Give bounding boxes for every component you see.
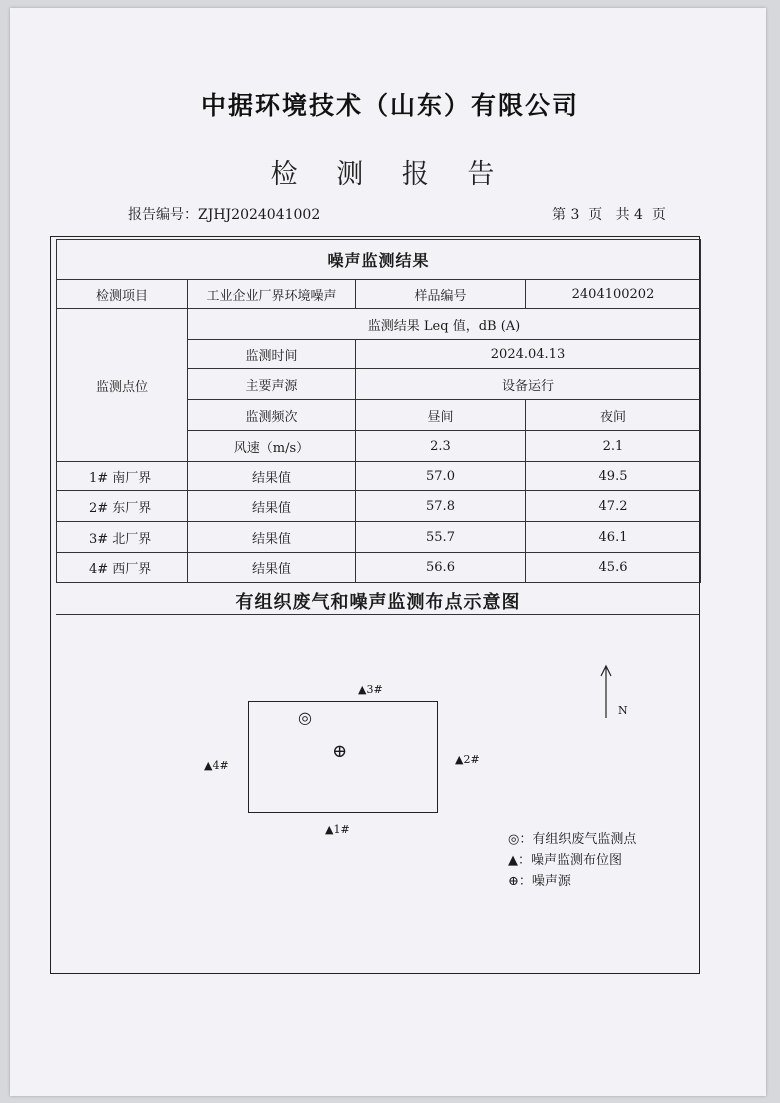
wind-speed-label: 风速（m/s） — [188, 431, 356, 462]
test-item-label: 检测项目 — [57, 280, 188, 309]
legend-noise-point: ▲：噪声监测布位图 — [508, 853, 622, 868]
nighttime-header: 夜间 — [526, 400, 701, 431]
frequency-label: 监测频次 — [188, 400, 356, 431]
diagram-title: 有组织废气和噪声监测布点示意图 — [235, 592, 521, 613]
report-title: 检 测 报 告 — [270, 159, 510, 190]
legend-gas-point: ◎：有组织废气监测点 — [508, 832, 637, 847]
table-row — [57, 522, 701, 553]
noise-point-label: 4# — [212, 759, 229, 772]
report-number-value: ZJHJ2024041002 — [198, 207, 321, 223]
north-label: N — [618, 704, 628, 717]
wind-speed-day: 2.3 — [356, 431, 526, 462]
triangle-marker-icon: ▲ — [325, 823, 334, 836]
sample-number-value: 2404100202 — [526, 280, 701, 309]
point-name: 2# 东厂界 — [57, 491, 188, 522]
point-name: 4# 西厂界 — [57, 553, 188, 583]
night-value: 49.5 — [526, 462, 701, 491]
table-row — [57, 462, 701, 491]
night-value: 47.2 — [526, 491, 701, 522]
gas-monitoring-point-icon: ◎ — [298, 708, 312, 727]
triangle-marker-icon: ▲ — [204, 759, 213, 772]
report-number-label: 报告编号： — [128, 207, 198, 223]
result-type: 结果值 — [188, 553, 356, 583]
test-item-value: 工业企业厂界环境噪声 — [188, 280, 356, 309]
diagram-divider — [56, 614, 700, 615]
wind-speed-night: 2.1 — [526, 431, 701, 462]
legend-noise-source: ⊕：噪声源 — [508, 874, 571, 889]
night-value: 45.6 — [526, 553, 701, 583]
table-row — [57, 491, 701, 522]
triangle-marker-icon: ▲ — [358, 683, 367, 696]
page-info: 第 3 页 共 4 页 — [552, 207, 666, 223]
monitoring-points-label: 监测点位 — [57, 309, 188, 462]
day-value: 57.0 — [356, 462, 526, 491]
point-name: 1# 南厂界 — [57, 462, 188, 491]
noise-point-label: 1# — [333, 823, 350, 836]
section-title: 噪声监测结果 — [57, 240, 701, 280]
day-value: 57.8 — [356, 491, 526, 522]
north-arrow-icon — [598, 664, 614, 720]
noise-results-table — [56, 239, 701, 583]
sample-number-label: 样品编号 — [356, 280, 526, 309]
noise-point-label: 2# — [463, 753, 480, 766]
main-source-value: 设备运行 — [356, 369, 701, 400]
company-name: 中据环境技术（山东）有限公司 — [200, 91, 579, 120]
noise-point-4 — [204, 759, 229, 772]
noise-point-3 — [358, 683, 383, 696]
report-number — [128, 204, 320, 224]
triangle-marker-icon: ▲ — [455, 753, 464, 766]
result-type: 结果值 — [188, 491, 356, 522]
result-type: 结果值 — [188, 522, 356, 553]
result-caption: 监测结果 Leq 值，dB (A) — [188, 309, 701, 340]
table-row — [57, 553, 701, 583]
monitoring-time-label: 监测时间 — [188, 340, 356, 369]
point-name: 3# 北厂界 — [57, 522, 188, 553]
noise-point-label: 3# — [366, 683, 383, 696]
result-type: 结果值 — [188, 462, 356, 491]
noise-point-2 — [455, 753, 480, 766]
day-value: 56.6 — [356, 553, 526, 583]
noise-point-1 — [325, 823, 350, 836]
night-value: 46.1 — [526, 522, 701, 553]
noise-source-icon: ⊕ — [332, 741, 348, 762]
monitoring-time-value: 2024.04.13 — [356, 340, 701, 369]
main-source-label: 主要声源 — [188, 369, 356, 400]
daytime-header: 昼间 — [356, 400, 526, 431]
day-value: 55.7 — [356, 522, 526, 553]
